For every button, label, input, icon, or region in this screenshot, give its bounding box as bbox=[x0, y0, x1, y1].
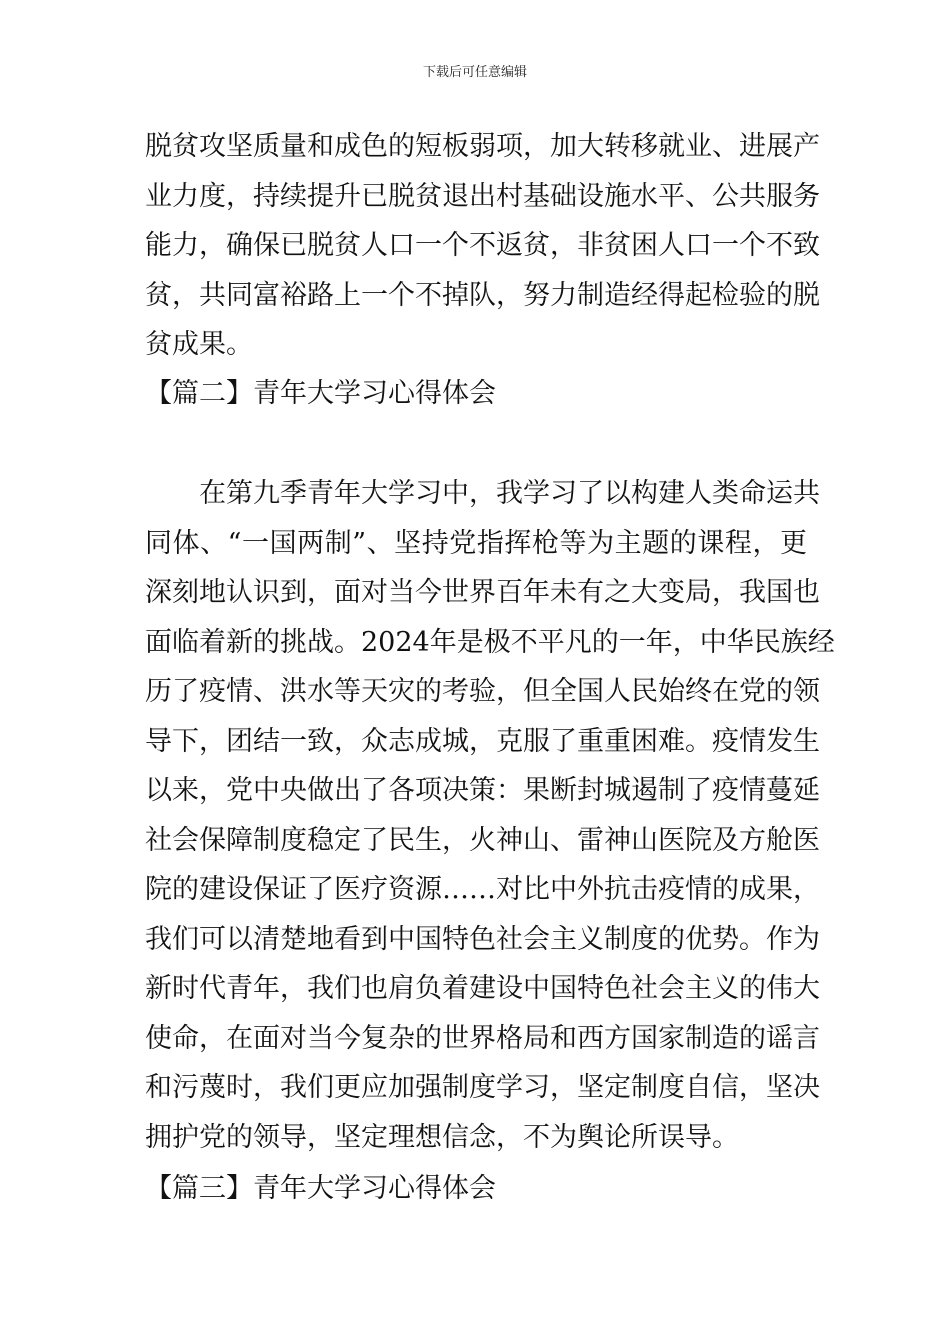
paragraph-line: 以来，党中央做出了各项决策：果断封城遏制了疫情蔓延 bbox=[145, 775, 820, 806]
paragraph-line: 和污蔑时，我们更应加强制度学习，坚定制度自信，坚决 bbox=[145, 1072, 820, 1103]
paragraph-line: 同体、“一国两制”、坚持党指挥枪等为主题的课程，更 bbox=[145, 527, 807, 559]
paragraph-2 bbox=[145, 469, 835, 1162]
paragraph-line: 院的建设保证了医疗资源……对比中外抗击疫情的成果， bbox=[145, 874, 820, 905]
paragraph-line: 我们可以清楚地看到中国特色社会主义制度的优势。作为 bbox=[145, 923, 820, 955]
paragraph-line: 历了疫情、洪水等天灾的考验，但全国人民始终在党的领 bbox=[145, 676, 820, 707]
paragraph-line: 拥护党的领导，坚定理想信念，不为舆论所误导。 bbox=[145, 1121, 739, 1153]
paragraph-line: 面临着新的挑战。2024年是极不平凡的一年，中华民族经 bbox=[145, 626, 835, 658]
paragraph-line: 深刻地认识到，面对当今世界百年未有之大变局，我国也 bbox=[145, 577, 820, 608]
paragraph-line: 贫成果。 bbox=[145, 329, 253, 360]
paragraph-line: 业力度，持续提升已脱贫退出村基础设施水平、公共服务 bbox=[145, 180, 820, 212]
paragraph-line: 能力，确保已脱贫人口一个不返贫，非贫困人口一个不致 bbox=[145, 230, 820, 261]
paragraph-1 bbox=[145, 122, 820, 370]
paragraph-line: 贫，共同富裕路上一个不掉队，努力制造经得起检验的脱 bbox=[145, 279, 820, 311]
paragraph-line: 社会保障制度稳定了民生，火神山、雷神山医院及方舱医 bbox=[145, 824, 820, 856]
section-heading-3: 【篇三】青年大学习心得体会 bbox=[145, 1173, 496, 1204]
section-heading-2: 【篇二】青年大学习心得体会 bbox=[145, 378, 496, 409]
paragraph-line: 新时代青年，我们也肩负着建设中国特色社会主义的伟大 bbox=[145, 973, 820, 1004]
paragraph-line: 脱贫攻坚质量和成色的短板弱项，加大转移就业、进展产 bbox=[145, 131, 820, 162]
page-header-note: 下载后可任意编辑 bbox=[422, 65, 527, 80]
paragraph-line: 导下，团结一致，众志成城，克服了重重困难。疫情发生 bbox=[145, 725, 820, 757]
paragraph-line: 在第九季青年大学习中，我学习了以构建人类命运共 bbox=[145, 478, 820, 509]
paragraph-line: 使命，在面对当今复杂的世界格局和西方国家制造的谣言 bbox=[145, 1022, 820, 1054]
